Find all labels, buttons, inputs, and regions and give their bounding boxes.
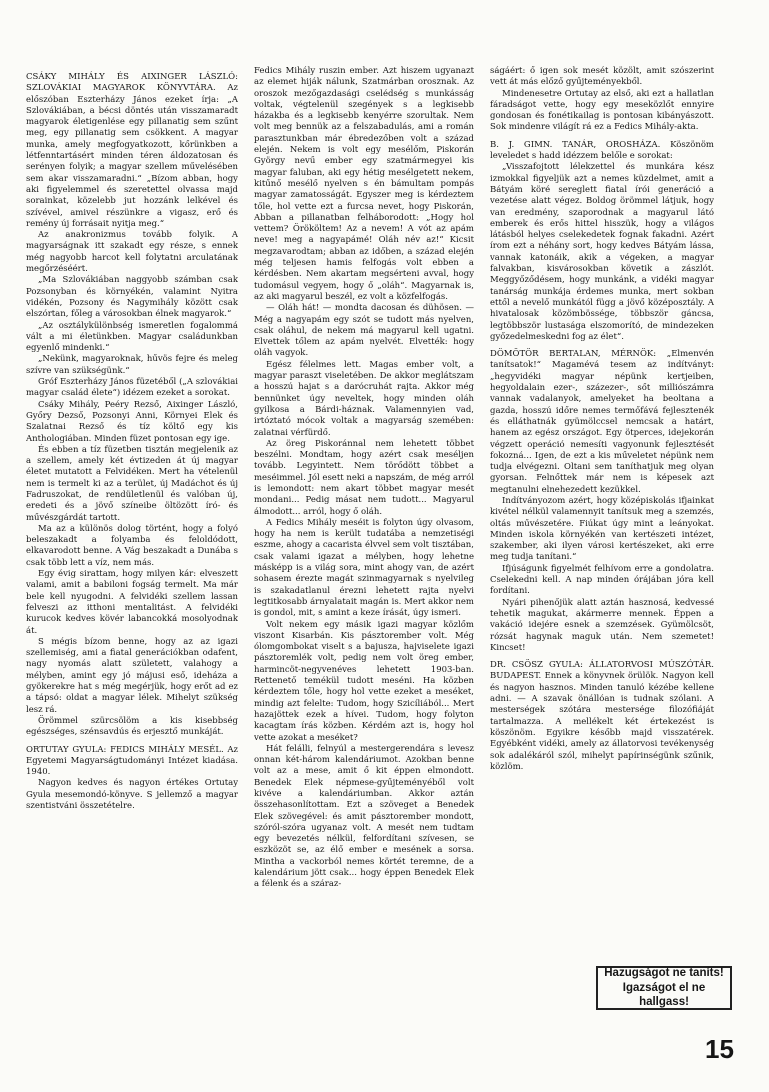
paragraph: Csáky Mihály, Peéry Rezső, Aixinger László, Győry Dezső, Pozsonyi Anni, Környei Elek és Szalatnai Rezső és tíz költő egy kis Anthologiában. Minden füzet pontosan egy ige. [26,399,238,444]
paragraph: Ma az a különös dolog történt, hogy a folyó beleszakadt a folyamba és feloldódott, elkavarodott benne. A Vág beszakadt a Dunába s csak több lett a víz, nem más. [26,523,238,568]
motto-box [596,966,732,1010]
paragraph: „Ma Szlovákiában naggyobb számban csak Pozsonyban és környékén, valamint Nyitra vidékén, Pozsony és Nagymihály között csak elszórtan, főleg a városokban élnek magyarok.“ [26,275,238,320]
paragraph: ságáért: ő igen sok mesét közölt, amit szószerint vett át más előző gyűjteményekből. [490,66,714,88]
paragraph: Az öreg Piskoránnal nem lehetett többet beszélni. Mondtam, hogy azért csak meséljen tovább. Legyintett. Nem törődött többet a meséimmel. Jól esett neki a napszám, de még arról is lemondott: nem akart többet magyar mesét mondani... Pedig másat nem tudott... Magyarul álmodott... arról, hogy ő oláh. [254,438,474,517]
text-column-right [490,66,714,1034]
text-column-left [26,66,238,1034]
paragraph: Egész félelmes lett. Magas ember volt, a magyar paraszt viseletében. De akkor meglátszam a hosszú hajat s a darócruhát rajta. Akkor még bennünket úgy neveltek, hogy minden oláh gyilkosa a Bárdi-háznak. Valamennyien vad, irtóztató mócok voltak a magyarság szemében: zalatnai vérfürdő. [254,359,474,438]
paragraph: Mindenesetre Ortutay az első, aki ezt a hallatlan fáradságot vette, hogy egy meseközlőt ennyire gondosan és fonétikailag is pontosan kibányászott. Sok mindenre világít rá ez a Fedics Mihály-akta. [490,88,714,133]
paragraph: „Nekünk, magyaroknak, hűvös fejre és meleg szívre van szükségünk.“ [26,354,238,376]
article-heading-paragraph: DÖMÖTÖR BERTALAN, MÉRNÖK: „Elmenvén tanítsatok!“ Magamévá tesem az indítványt: „hegyvidéki magyar népünk kertjeiben, hegyoldalain ezer-, százezer-, sőt milliószámra vannak vadalanyok, amelyeket ha beoltana a gazda, hosszú időre nemes termőfává fejlesztenék és elláthatnák gyümölccsel nemcsak a határt, hanem az egész országot. Egy ötperces, idejekorán végzett operáció nemesíti vagyonunk fejlesztését fokozná... Igen, de ezt a kis műveletet népünk nem tudja elvégezni. Oltani sem taníthatjuk meg olyan gyorsan. Felnőttek már nem is képesek azt megtanulni elnehezedett kezükkel. [490,349,714,495]
page-number: 15 [705,1034,734,1064]
paragraph: Nyári pihenőjük alatt aztán hasznosá, kedvessé tehetik magukat, akármerre mennek. Éppen a vakáció idejére esnek a szemzések. Gyümölcsöt, rózsát hagynak maguk után. Nem szemetet! Kincset! [490,597,714,653]
paragraph: — Oláh hát! — mondta dacosan és dühösen. — Még a nagyapám egy szót se tudott más nyelven, csak oláhul, de nekem má magyarul kell ugatni. Elvettek tőlem az apám nyelvét. Elvették: hogy oláh vagyok. [254,303,474,359]
paragraph: Indítványozom azért, hogy középiskolás ifjainkat kivétel nélkül valamennyit tanítsuk meg a szemzés, oltás művészetére. Fiúkat úgy mint a leányokat. Minden iskola környékén van kertészeti intézet, szakember, aki ilyen városi kertészeket, aki erre meg tudja tanítani.“ [490,495,714,563]
paragraph: Ifjúságunk figyelmét felhívom erre a gondolatra. Cselekedni kell. A nap minden órájában jóra kell fordítani. [490,563,714,597]
paragraph: És ebben a tíz füzetben tisztán megjelenik az a szellem, amely két évtizeden át új magyar életet mutatott a Felvidéken. Mert ha vételenül nem is termelt ki az a terület, új Madáchot és új Fadruszokat, de rendületlenül és valóban új, eredeti és a jövő színeibe öltözött író- és művészgárdát tartott. [26,444,238,523]
text-column-middle [254,66,474,1034]
article-heading-paragraph: CSÁKY MIHÁLY ÉS AIXINGER LÁSZLÓ: SZLOVÁKIAI MAGYAROK KÖNYVTÁRA. Az előszóban Eszterházy János ezeket írja: „A Szlovákiában, a bécsi döntés után visszamaradt magyarok életigenlése egy pillanatig sem szűnt meg, egy pillanatig sem csökkent. A magyar munka, amely megfogyatkozott, kőrünkben a létfenntartásért minden téren áldozatosan és serényen folyik; a magyar szellem művelésében sem akar visszamaradni.“ „Bízom abban, hogy aki figyelemmel és szeretettel olvassa majd sorainkat, közelebb jut hozzánk lelkével és szívével, amivel részünkre a vigasz, erő és remény új forrásait nyitja meg.“ [26,72,238,229]
paragraph: A Fedics Mihály meséit is folyton úgy olvasom, hogy ha nem is került tudatába a nemzetiségi eszme, ahogy a cacarista élvvel sem volt tisztában, csak valami igazat a mélyben, hogy lehetne másképp is a világ sora, mint ahogy van, de azért sohasem érezte magát szinmagyarnak s nyelvileg is szakadatlanul érezni lehetett rajta nyelvi legtitkosabb árnyalatait magán is. Mert akkor nem is gondol, mit, s amint a keze írását, úgy ismeri. [254,517,474,619]
paragraph: Az anakronizmus tovább folyik. A magyarságnak itt szakadt egy része, s ennek még nagyobb harcot kell folytatni arculatának megőrzéséért. [26,230,238,275]
article-heading-paragraph: B. J. GIMN. TANÁR, OROSHÁZA. Köszönöm leveledet s hadd idézzem belőle e sorokat: [490,139,714,162]
paragraph: Volt nekem egy másik igazi magyar közlőm viszont Kisarbán. Kis pásztorember volt. Még ólomgombokat viselt s a bajusza, hajviselete igazi pásztoremlék volt, pedig nem volt öreg ember, harmincöt-negyvenéves lehetett 1903-ban. Rettenető temékül tudott meséni. Ha közben kérdeztem tőle, hogy hol vette ezeket a meséket, mindig azt felelte: Tudom, hogy Szicíliából... Mert hazajöttek ezek a hívei. Tudom, hogy folyton kacagtam írás közben. Kérdém azt is, hogy hol vette azokat a meséket? [254,619,474,743]
motto-line-1: Hazugságot ne taníts! [604,967,724,980]
paragraph: S mégis bízom benne, hogy az az igazi szellemiség, ami a fiatal generációkban odafent, nagy nyomás alatt született, valahogy a mélyben, amint egy jó májusi eső, ideháza a gyökerekre hat s még megérjük, hogy erőt ad ez a tápsó: oldat a magyar lélek. Mihelyt szükség lesz rá. [26,636,238,715]
article-heading-paragraph: DR. CSÖSZ GYULA: ÁLLATORVOSI MÚSZÓTÁR. BUDAPEST. Ennek a könyvnek örülök. Nagyon kell és nagyon hasznos. Minden tanuló kézébe kellene adni. — A szavak önállóan is tudnak szólani. A mesterségek szótára mestersége filozófiáját tartalmazza. A mellékelt két értekezést is köszönöm. Egyikre később majd visszatérek. Egyébként vidéki, amely az állatorvosi tevékenység sok adalékáról szól, mihelyt papírinségünk szűnik, közlöm. [490,660,714,772]
paragraph: Hát felálli, felnyúl a mestergerendára s levesz onnan két-három kalendáriumot. Azokban benne volt az a mese, amit ő kit éppen elmondott. Benedek Elek népmese-gyűjteményéből volt kivéve a kalendáriumban. Akkor aztán összehasonlítottam. Ezt a szöveget a Benedek Elek szövegével: és amit pásztorember mondott, szóról-szóra ugyanaz volt. A mesét nem tudtam egy bevezetés nélkül, felfordítani szívesen, se eszközöt se, az élő ember e mesének a sorsa. Mintha a vackorból nemes körtét teremne, de a kalendárium jött csak... hogy éppen Benedek Elek a félenk és a száraz- [254,743,474,890]
paragraph: Örömmel szürcsölöm a kis kisebbség egészséges, szénsavdús és erjesztő munkáját. [26,715,238,738]
paragraph: Egy évig sirattam, hogy milyen kár: elveszett valami, amit a babiloni fogság termelt. Ma már bele kell nyugodni. A felvidéki szellem lassan felveszi az itthoni mentalitást. A felvidéki kurucok kedves kövér labancokká mosolyodnak át. [26,569,238,636]
motto-line-2: Igazságot el ne hallgass! [622,981,706,1009]
paragraph: Fedics Mihály ruszin ember. Azt hiszem ugyanazt az elemet hiják nálunk, Szatmárban orosznak. Az oroszok mezőgazdasági cselédség s munkásság voltak, végtelenül szegények s a legkisebb házakba és a legkisebb kenyérre szorultak. Nem volt meg bennük az a felszabadulás, ami a román parasztunkban már ébredezőben volt a század elején. Nekem is volt egy mesélőm, Piskorán György nevű ember egy szatmármegyei kis magyar faluban, aki egy hétig mesélgetett nekem, kitűnő mesélő nyelven s én bámultam pompás magyar zamatosságát. Egyszer meg is kérdeztem tőle, hol vette ezt a furcsa nevet, hogy Piskorán, Abban a pillanatban felháborodott: „Hogy hol vettem? Örököltem! Az a nevem! A vót az apám neve! meg a nagyapámé! Oláh név az!“ Kicsit megzavarodtam; abban az időben, a század elején még teljesen hamis felfogás volt ebben a kérdésben. Nem akartam megsérteni avval, hogy tudomásul vegyem, hogy ő „oláh“. Magyarnak is, az aki magyarul beszél, ez volt a közfelfogás. [254,66,474,302]
paragraph: „Visszafojtott lélekzettel és munkára kész izmokkal figyeljük azt a nemes küzdelmet, amit a Bátyám köré sereglett fiatal írói generáció a vezetése alatt végez. Boldog örömmel látjuk, hogy van eredmény, szaporodnak a magyarul látó emberek és erős hittel hisszük, hogy a világos látásból helyes cselekedetek fognak fakadni. Azért írom ezt a néhány sort, hogy kedves Bátyám lássa, vannak katonáik, akik a végeken, a magyar falvakban, kisvárosokban követik a zászlót. Meggyőződésem, hogy munkánk, a vidéki magyar tanárság munkája érdemes munka, mert sokban ettől a nevelő munkától függ a jövő középosztály. A hivatalosak közömbössége, többször gáncsa, legtöbbször lustasága elszomorító, de mindezeken győzedelmeskedni fog az élet“. [490,162,714,342]
paragraph: „Az osztálykülönbség ismeretlen fogalommá vált a mi életünkben. Magyar családunkban egyenlő mindenki.“ [26,320,238,354]
paragraph: Gróf Eszterházy János füzetéből („A szlovákiai magyar család élete“) idézem ezeket a sorokat. [26,377,238,399]
article-heading-paragraph: ORTUTAY GYULA: FEDICS MIHÁLY MESÉL. Az Egyetemi Magyarságtudományi Intézet kiadása. 1940. [26,744,238,778]
paragraph: Nagyon kedves és nagyon értékes Ortutay Gyula mesemondó-könyve. S jellemző a magyar szentistváni összetételre. [26,778,238,811]
